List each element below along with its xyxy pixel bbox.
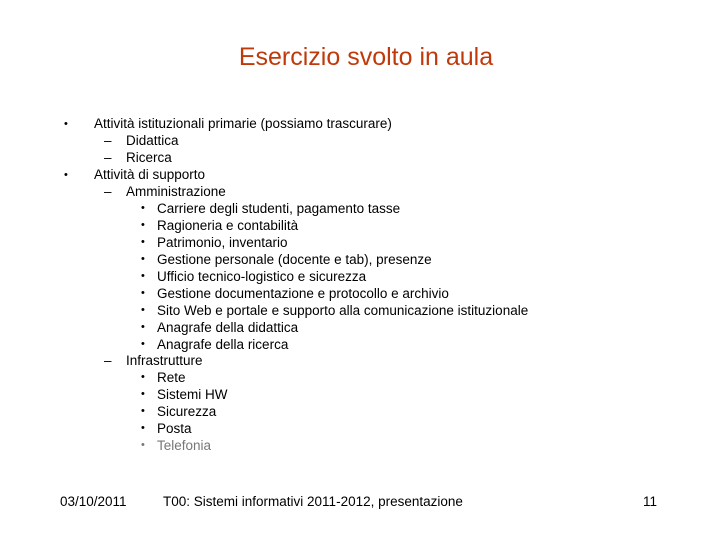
list-item-l3: Posta: [157, 421, 192, 436]
list-item-l2: Didattica: [126, 133, 179, 148]
slide-title: Esercizio svolto in aula: [238, 43, 494, 71]
list-item-l3: Anagrafe della ricerca: [157, 337, 289, 352]
list-item-l3: Gestione personale (docente e tab), presenze: [157, 252, 432, 267]
bullet-l3: •: [141, 219, 145, 231]
dash-l2: –: [104, 184, 112, 199]
list-item-l3: Sito Web e portale e supporto alla comunicazione istituzionale: [157, 303, 529, 318]
bullet-l3: •: [141, 304, 145, 316]
bullet-l3: •: [141, 439, 145, 451]
list-item-l3: Gestione documentazione e protocollo e archivio: [157, 286, 449, 301]
list-item-l2: Ricerca: [126, 150, 172, 165]
list-item-l3: Sicurezza: [157, 404, 217, 419]
list-item-l3: Anagrafe della didattica: [157, 320, 299, 335]
bullet-l3: •: [141, 287, 145, 299]
page-number: 11: [643, 494, 658, 509]
bullet-l3: •: [141, 253, 145, 265]
list-item-l3: Ufficio tecnico-logistico e sicurezza: [157, 269, 367, 284]
list-item-l3: Rete: [157, 370, 186, 385]
bullet-l3: •: [141, 405, 145, 417]
bullet-l3: •: [141, 371, 145, 383]
bullet-l1: •: [64, 118, 68, 130]
list-item-l3: Carriere degli studenti, pagamento tasse: [157, 201, 401, 216]
dash-l2: –: [104, 133, 112, 148]
list-item-l3: Patrimonio, inventario: [157, 235, 288, 250]
list-item-l1: Attività di supporto: [94, 167, 206, 182]
footer-title: T00: Sistemi informativi 2011-2012, presentazione: [163, 494, 463, 509]
list-item-l1: Attività istituzionali primarie (possiamo trascurare): [94, 116, 392, 131]
list-item-l3: Telefonia: [157, 438, 212, 453]
list-item-l3: Sistemi HW: [157, 387, 228, 402]
bullet-l3: •: [141, 338, 145, 350]
dash-l2: –: [104, 353, 112, 368]
bullet-l3: •: [141, 321, 145, 333]
list-item-l2: Infrastrutture: [126, 353, 203, 368]
dash-l2: –: [104, 150, 112, 165]
bullet-l3: •: [141, 388, 145, 400]
bullet-l3: •: [141, 236, 145, 248]
list-item-l3: Ragioneria e contabilità: [157, 218, 299, 233]
bullet-l1: •: [64, 169, 68, 181]
bullet-l3: •: [141, 202, 145, 214]
bullet-l3: •: [141, 270, 145, 282]
footer-date: 03/10/2011: [60, 494, 127, 509]
list-item-l2: Amministrazione: [126, 184, 226, 199]
bullet-l3: •: [141, 422, 145, 434]
